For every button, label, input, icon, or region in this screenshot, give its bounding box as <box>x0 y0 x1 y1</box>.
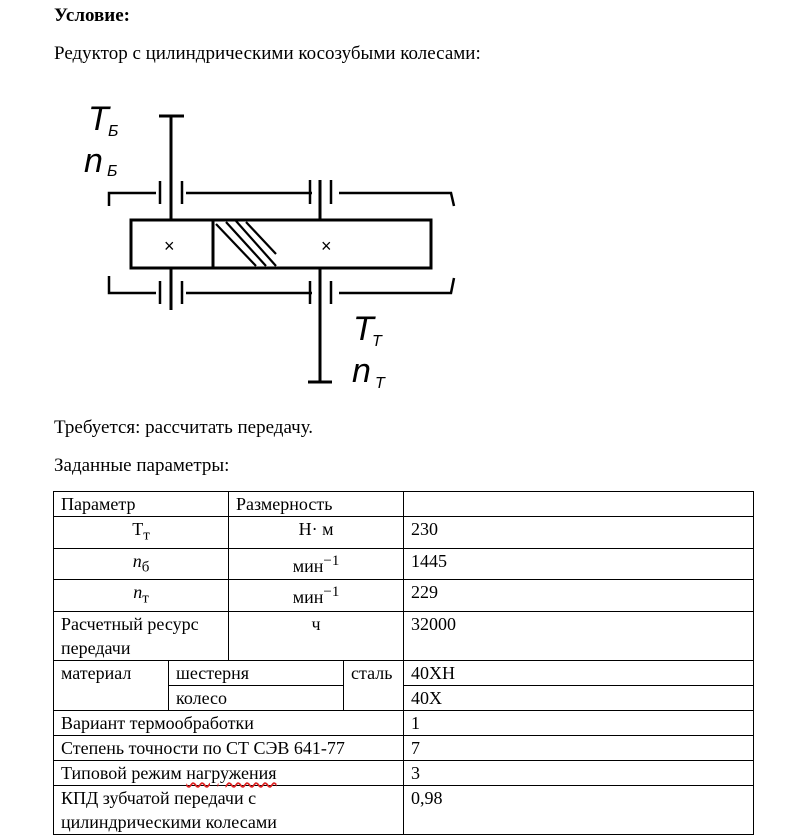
table-row <box>54 517 754 549</box>
value-tt: 230 <box>404 517 754 549</box>
material-kind: сталь <box>344 660 404 710</box>
material-pinion: шестерня <box>169 660 344 685</box>
param-tt: $T_т$ <box>54 517 229 549</box>
value-nt: 229 <box>404 580 754 612</box>
unit-nt: мин$^{-1}$ <box>229 580 404 612</box>
param-heat: Вариант термообработки <box>54 710 404 735</box>
value-pinion: 40ХН <box>404 660 754 685</box>
value-load: 3 <box>404 760 754 785</box>
param-nb: $n_б$ <box>54 548 229 580</box>
input-speed-sub: Б <box>107 163 118 180</box>
header-value <box>404 492 754 517</box>
input-torque-label: T <box>88 100 109 138</box>
table-row <box>54 611 754 660</box>
parameters-table <box>53 491 754 835</box>
param-efficiency: КПД зубчатой передачи с цилиндрическими колесами <box>54 785 404 834</box>
param-accuracy: Степень точности по СТ СЭВ 641-77 <box>54 735 404 760</box>
value-wheel: 40Х <box>404 685 754 710</box>
value-resource: 32000 <box>404 611 754 660</box>
value-efficiency: 0,98 <box>404 785 754 834</box>
params-title: Заданные параметры: <box>54 455 230 476</box>
unit-tt: Н· м <box>229 517 404 549</box>
value-heat: 1 <box>404 710 754 735</box>
task-line: Требуется: рассчитать передачу. <box>54 417 314 438</box>
output-speed-sub: Т <box>375 375 385 392</box>
gear-mark-right: × <box>320 236 332 256</box>
output-torque-label: T <box>353 310 374 348</box>
material-wheel: колесо <box>169 685 344 710</box>
output-speed-label: n <box>352 352 371 390</box>
param-resource: Расчетный ресурс передачи <box>54 611 229 660</box>
table-row <box>54 580 754 612</box>
param-material: материал <box>54 660 169 710</box>
param-load: Типовой режим нагружения <box>54 760 404 785</box>
heading: Условие: <box>54 5 130 26</box>
param-nt: $n_т$ <box>54 580 229 612</box>
table-row <box>54 760 754 785</box>
helical-teeth <box>216 221 276 266</box>
table-header-row <box>54 492 754 517</box>
output-torque-sub: Т <box>372 333 382 350</box>
value-nb: 1445 <box>404 548 754 580</box>
description: Редуктор с цилиндрическими косозубыми колесами: <box>54 43 481 64</box>
input-torque-sub: Б <box>108 123 119 140</box>
header-param: Параметр <box>54 492 229 517</box>
unit-resource: ч <box>229 611 404 660</box>
table-row <box>54 660 754 685</box>
gear-body <box>131 220 431 268</box>
gear-mark-left: × <box>163 236 175 256</box>
unit-nb: мин$^{-1}$ <box>229 548 404 580</box>
table-row <box>54 785 754 834</box>
table-row <box>54 735 754 760</box>
input-speed-label: n <box>84 142 103 180</box>
table-row <box>54 548 754 580</box>
table-row <box>54 710 754 735</box>
gearbox-diagram <box>56 88 476 400</box>
value-accuracy: 7 <box>404 735 754 760</box>
header-unit: Размерность <box>229 492 404 517</box>
